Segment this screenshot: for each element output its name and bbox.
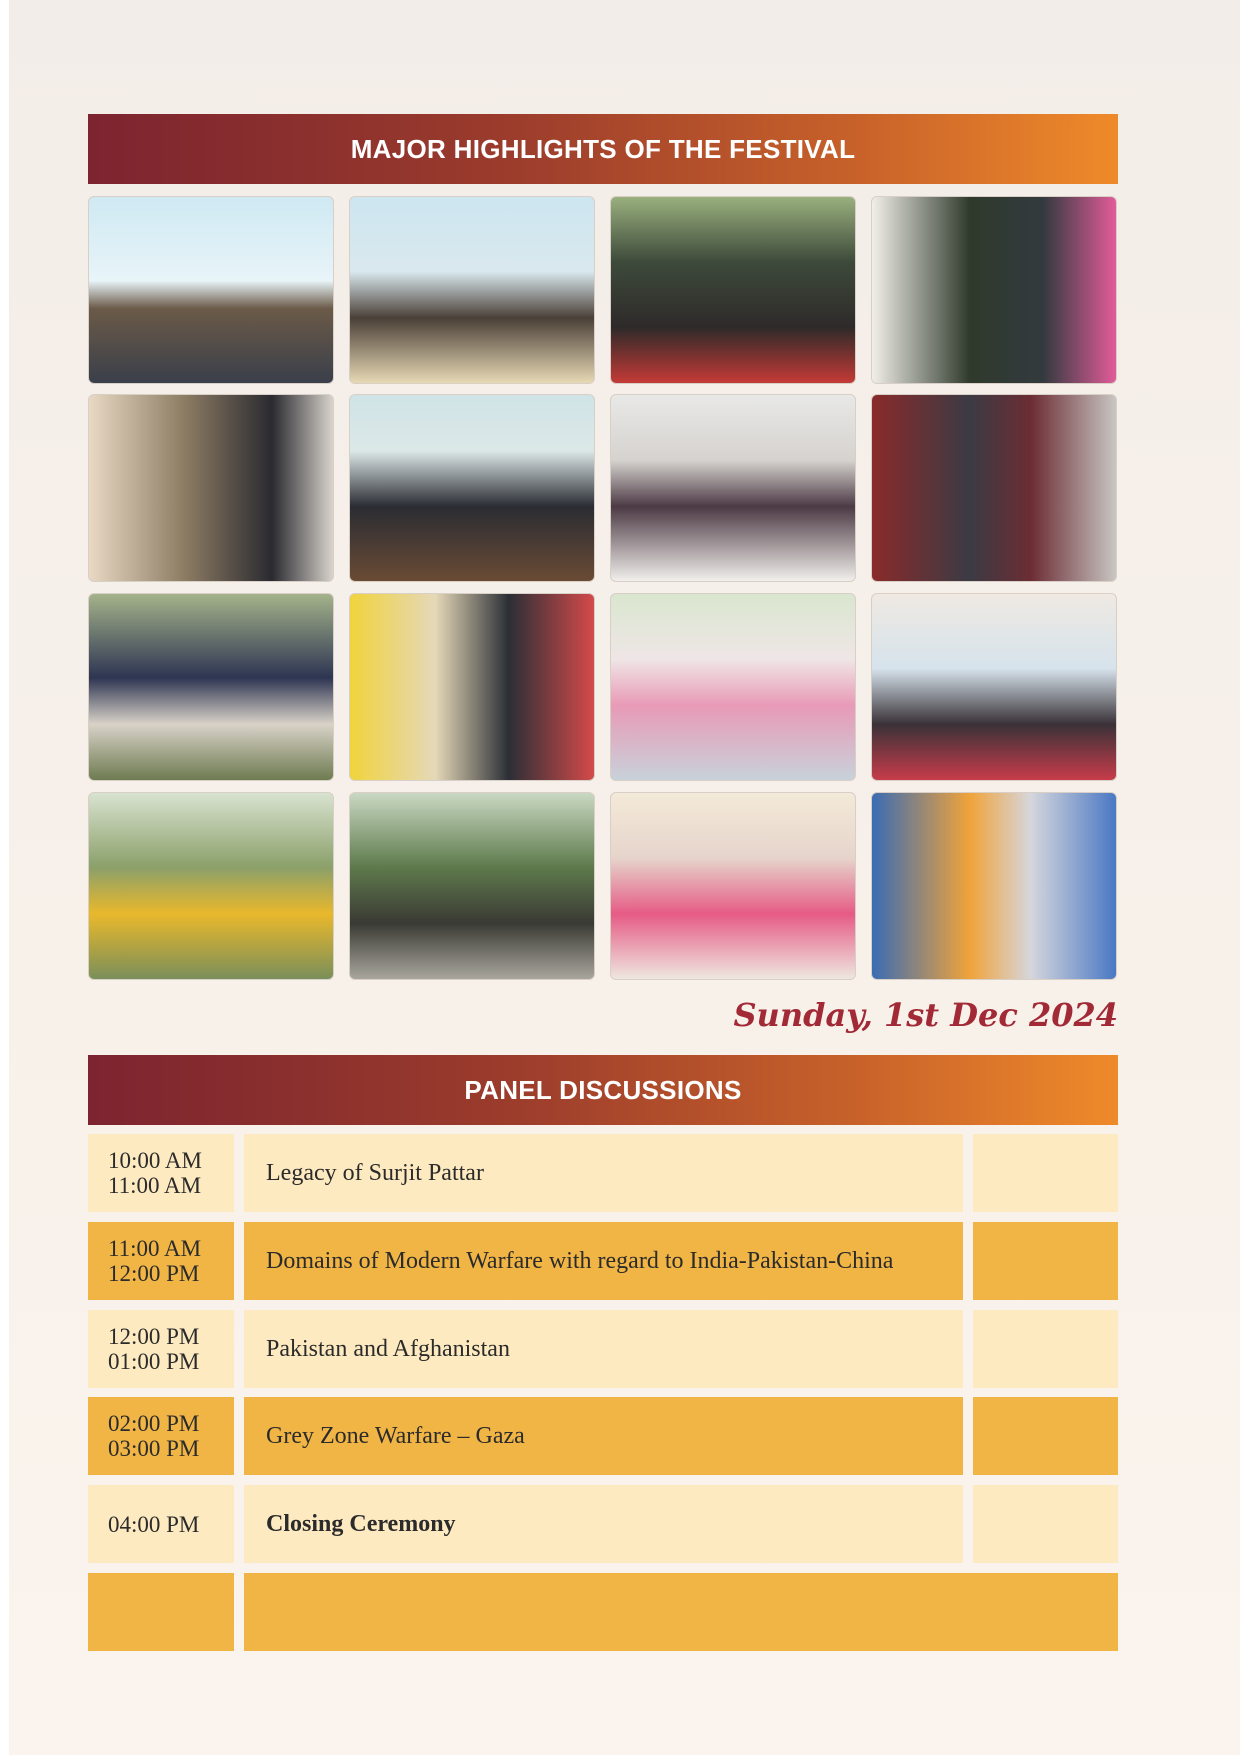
photo-14: [349, 792, 595, 980]
photo-13: [88, 792, 334, 980]
photo-15: [610, 792, 856, 980]
topic-cell: Legacy of Surjit Pattar: [244, 1134, 963, 1212]
end-time: 11:00 AM: [108, 1173, 202, 1198]
topic-cell: Grey Zone Warfare – Gaza: [244, 1397, 963, 1475]
photo-2: [349, 196, 595, 384]
time-cell: [88, 1485, 234, 1563]
photo-3: [610, 196, 856, 384]
photo-6: [349, 394, 595, 582]
photo-8: [871, 394, 1117, 582]
end-time: 03:00 PM: [108, 1436, 200, 1461]
empty-time-cell: [88, 1573, 234, 1651]
blank-cell: [973, 1397, 1118, 1475]
blank-cell: [973, 1310, 1118, 1388]
photo-11: [610, 593, 856, 781]
page-edge: [0, 0, 9, 1755]
empty-topic-cell: [244, 1573, 1118, 1651]
photo-12: [871, 593, 1117, 781]
highlights-banner: [88, 114, 1118, 184]
end-time: 01:00 PM: [108, 1349, 200, 1374]
photo-1: [88, 196, 334, 384]
time-cell: [88, 1134, 234, 1212]
start-time: 12:00 PM: [108, 1324, 200, 1349]
topic-cell: Pakistan and Afghanistan: [244, 1310, 963, 1388]
start-time: 02:00 PM: [108, 1411, 200, 1436]
blank-cell: [973, 1222, 1118, 1300]
time-cell: [88, 1222, 234, 1300]
panel-banner: [88, 1055, 1118, 1125]
start-time: 11:00 AM: [108, 1236, 202, 1261]
panel-title: PANEL DISCUSSIONS: [464, 1074, 742, 1105]
topic-cell: Domains of Modern Warfare with regard to India-Pakistan-China: [244, 1222, 963, 1300]
time-cell: [88, 1310, 234, 1388]
topic-cell: Closing Ceremony: [244, 1485, 963, 1563]
photo-16: [871, 792, 1117, 980]
photo-5: [88, 394, 334, 582]
photo-9: [88, 593, 334, 781]
blank-cell: [973, 1485, 1118, 1563]
highlights-title: MAJOR HIGHLIGHTS OF THE FESTIVAL: [350, 133, 856, 164]
start-time: 10:00 AM: [108, 1148, 202, 1173]
end-time: 12:00 PM: [108, 1261, 200, 1286]
time-cell: [88, 1397, 234, 1475]
event-date: Sunday, 1st Dec 2024: [733, 996, 1118, 1034]
photo-7: [610, 394, 856, 582]
start-time: 04:00 PM: [108, 1511, 200, 1537]
blank-cell: [973, 1134, 1118, 1212]
photo-10: [349, 593, 595, 781]
photo-4: [871, 196, 1117, 384]
